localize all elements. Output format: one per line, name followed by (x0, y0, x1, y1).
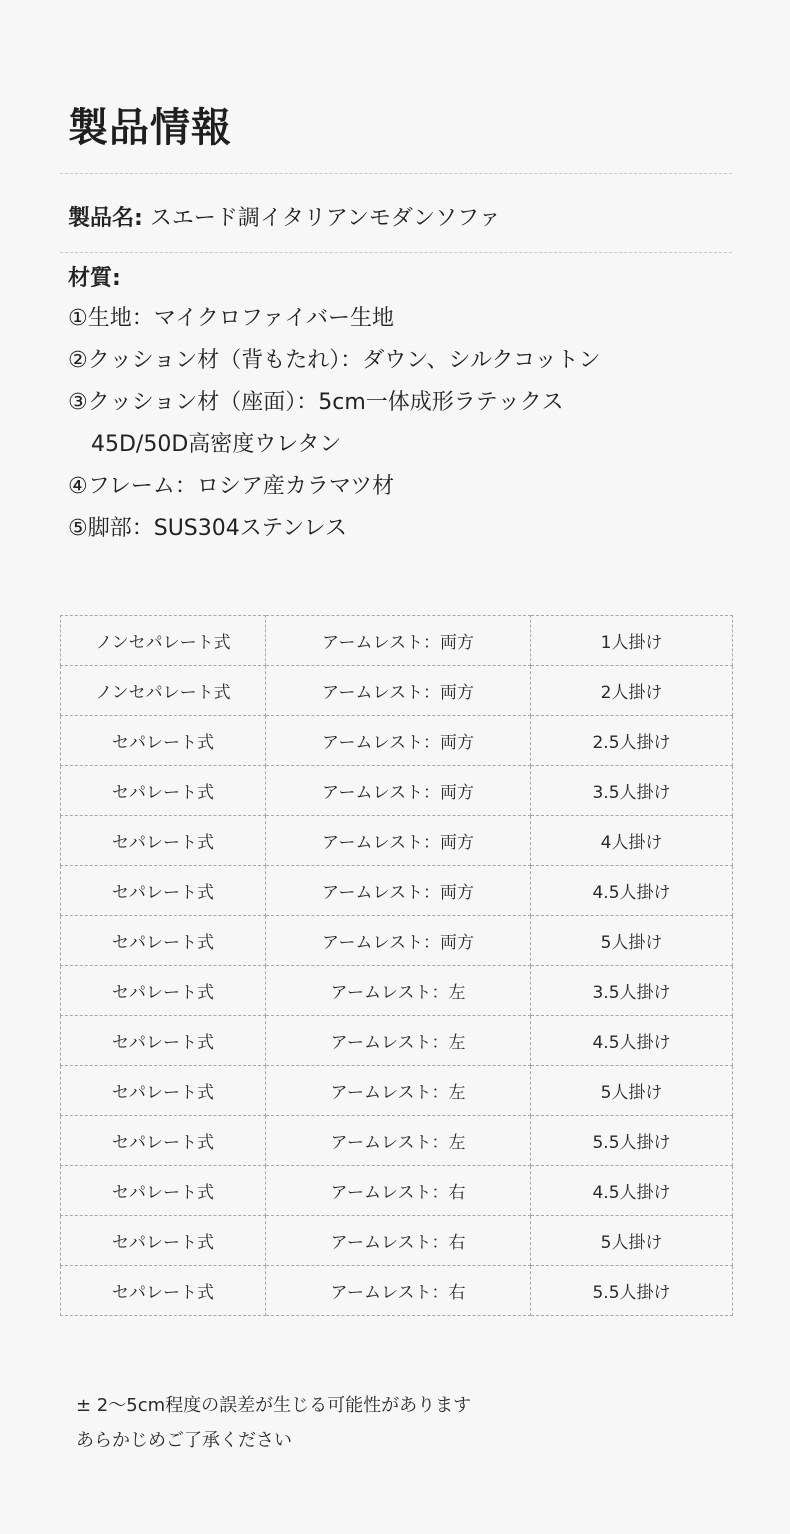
note-tolerance: ± 2〜5cm程度の誤差が生じる可能性があります (76, 1395, 472, 1416)
table-row (61, 666, 733, 716)
spec-cell-type: セパレート式 (61, 1116, 266, 1166)
spec-cell-seats: 5.5人掛け (531, 1116, 733, 1166)
table-row (61, 816, 733, 866)
note-acknowledge: あらかじめご了承ください (76, 1430, 292, 1451)
spec-cell-seats: 4.5人掛け (531, 866, 733, 916)
spec-cell-armrest: アームレスト：右 (266, 1216, 531, 1266)
spec-cell-seats: 5人掛け (531, 1216, 733, 1266)
spec-cell-type: セパレート式 (61, 1016, 266, 1066)
spec-cell-seats: 1人掛け (531, 616, 733, 666)
spec-cell-type: セパレート式 (61, 916, 266, 966)
spec-cell-armrest: アームレスト：両方 (266, 866, 531, 916)
material-item-back-cushion: ②クッション材（背もたれ）：ダウン、シルクコットン (68, 348, 601, 373)
spec-cell-type: セパレート式 (61, 816, 266, 866)
spec-cell-seats: 3.5人掛け (531, 766, 733, 816)
spec-cell-type: ノンセパレート式 (61, 666, 266, 716)
material-item-seat-cushion-cont: 45D/50D高密度ウレタン (91, 432, 342, 457)
product-name-divider (60, 252, 732, 253)
spec-cell-armrest: アームレスト：両方 (266, 716, 531, 766)
table-row (61, 616, 733, 666)
material-item-fabric: ①生地：マイクロファイバー生地 (68, 306, 394, 331)
spec-cell-seats: 4.5人掛け (531, 1166, 733, 1216)
spec-cell-armrest: アームレスト：左 (266, 1016, 531, 1066)
table-row (61, 716, 733, 766)
spec-cell-armrest: アームレスト：両方 (266, 916, 531, 966)
spec-table (60, 615, 733, 1316)
page-title: 製品情報 (68, 105, 232, 151)
spec-cell-armrest: アームレスト：両方 (266, 666, 531, 716)
spec-cell-seats: 2人掛け (531, 666, 733, 716)
table-row (61, 1016, 733, 1066)
table-row (61, 1166, 733, 1216)
product-name-label: 製品名: (68, 206, 143, 231)
title-divider (60, 173, 732, 174)
spec-cell-armrest: アームレスト：右 (266, 1166, 531, 1216)
table-row (61, 1116, 733, 1166)
spec-cell-type: セパレート式 (61, 866, 266, 916)
table-row (61, 966, 733, 1016)
table-row (61, 1066, 733, 1116)
material-item-frame: ④フレーム：ロシア産カラマツ材 (68, 474, 395, 499)
material-item-legs: ⑤脚部：SUS304ステンレス (68, 516, 347, 541)
table-row (61, 916, 733, 966)
spec-cell-armrest: アームレスト：左 (266, 966, 531, 1016)
product-name-value: スエード調イタリアンモダンソファ (149, 206, 501, 231)
spec-cell-armrest: アームレスト：両方 (266, 816, 531, 866)
spec-cell-seats: 4.5人掛け (531, 1016, 733, 1066)
spec-cell-armrest: アームレスト：左 (266, 1066, 531, 1116)
materials-list (68, 298, 601, 550)
materials-label: 材質: (68, 266, 121, 291)
spec-cell-seats: 5.5人掛け (531, 1266, 733, 1316)
spec-cell-type: セパレート式 (61, 716, 266, 766)
spec-cell-armrest: アームレスト：右 (266, 1266, 531, 1316)
spec-cell-seats: 2.5人掛け (531, 716, 733, 766)
spec-cell-seats: 3.5人掛け (531, 966, 733, 1016)
table-row (61, 766, 733, 816)
spec-cell-type: セパレート式 (61, 1066, 266, 1116)
spec-cell-type: セパレート式 (61, 1266, 266, 1316)
spec-cell-armrest: アームレスト：左 (266, 1116, 531, 1166)
spec-cell-type: セパレート式 (61, 1166, 266, 1216)
spec-cell-type: ノンセパレート式 (61, 616, 266, 666)
spec-cell-type: セパレート式 (61, 766, 266, 816)
table-row (61, 866, 733, 916)
spec-cell-type: セパレート式 (61, 966, 266, 1016)
material-item-seat-cushion: ③クッション材（座面）：5cm一体成形ラテックス (68, 390, 564, 415)
spec-cell-seats: 5人掛け (531, 1066, 733, 1116)
spec-cell-armrest: アームレスト：両方 (266, 616, 531, 666)
table-row (61, 1216, 733, 1266)
product-name-line (68, 198, 501, 240)
spec-cell-seats: 5人掛け (531, 916, 733, 966)
notes (76, 1388, 471, 1458)
spec-cell-seats: 4人掛け (531, 816, 733, 866)
table-row (61, 1266, 733, 1316)
spec-cell-armrest: アームレスト：両方 (266, 766, 531, 816)
spec-cell-type: セパレート式 (61, 1216, 266, 1266)
